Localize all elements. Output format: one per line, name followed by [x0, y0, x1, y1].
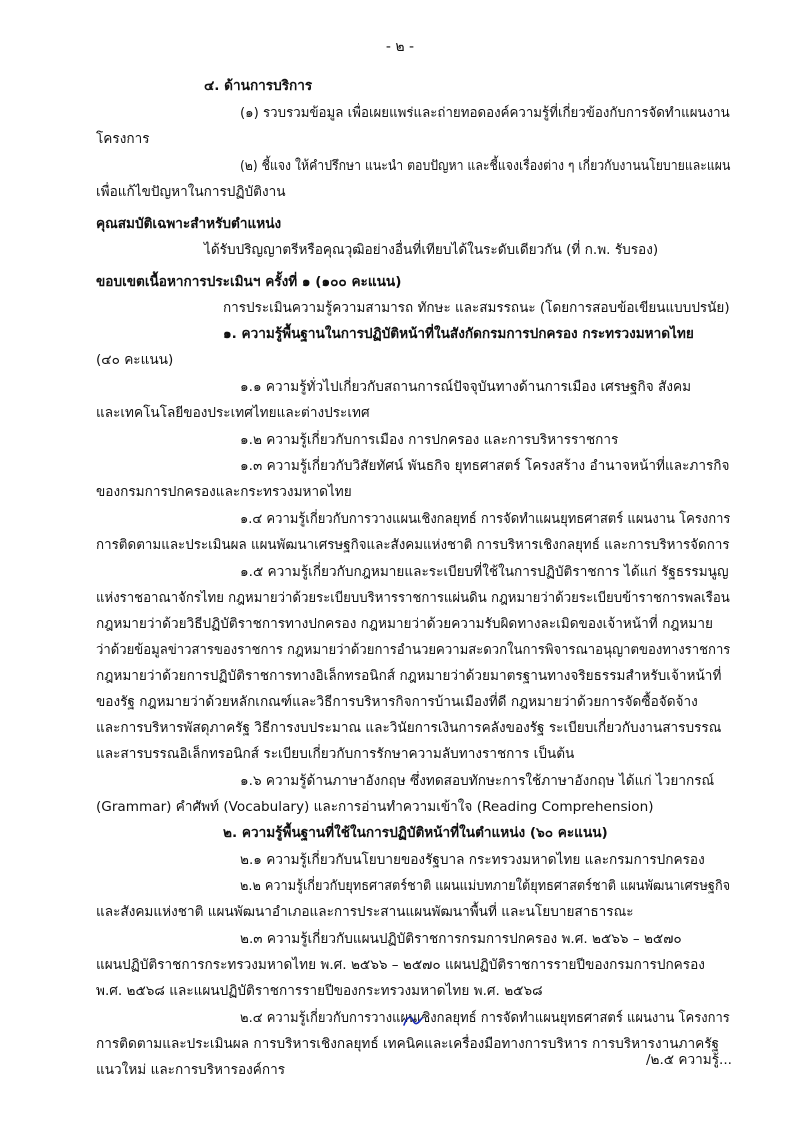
text-line: ๑.๒ ความรู้เกี่ยวกับการเมือง การปกครอง และการบริหารราชการ [240, 432, 619, 448]
page-number: - ๒ - [385, 39, 415, 55]
text-line: ๑.๖ ความรู้ด้านภาษาอังกฤษ ซึ่งทดสอบทักษะการใช้ภาษาอังกฤษ ได้แก่ ไวยากรณ์ [240, 773, 715, 789]
text-line: ๑.๓ ความรู้เกี่ยวกับวิสัยทัศน์ พันธกิจ ยุทธศาสตร์ โครงสร้าง อำนาจหน้าที่และภารกิจ [240, 458, 730, 474]
text-line: และการบริหารพัสดุภาครัฐ วิธีการงบประมาณ และวินัยการเงินการคลังของรัฐ ระเบียบเกี่ยวกับงานสารบรรณ [96, 720, 722, 736]
heading-qualifications: คุณสมบัติเฉพาะสำหรับตำแหน่ง [96, 216, 282, 232]
heading-section-2: ๒. ความรู้พื้นฐานที่ใช้ในการปฏิบัติหน้าที่ในตำแหน่ง (๖๐ คะแนน) [223, 825, 608, 841]
text-line: โครงการ [96, 131, 150, 147]
heading-service: ๔. ด้านการบริการ [204, 78, 313, 94]
text-line: และสารบรรณอิเล็กทรอนิกส์ ระเบียบเกี่ยวกับการรักษาความลับทางราชการ เป็นต้น [96, 746, 575, 762]
text-line: กฎหมายว่าด้วยวิธีปฏิบัติราชการทางปกครอง กฎหมายว่าด้วยความรับผิดทางละเมิดของเจ้าหน้าที่ กฎหมาย [96, 616, 713, 632]
text-line: การติดตามและประเมินผล การบริหารเชิงกลยุทธ์ เทคนิคและเครื่องมือทางการบริหาร การบริหารงานภาครัฐ [96, 1036, 720, 1052]
heading-section-1: ๑. ความรู้พื้นฐานในการปฏิบัติหน้าที่ในสังกัดกรมการปกครอง กระทรวงมหาดไทย [223, 326, 694, 342]
text-line: ๒.๒ ความรู้เกี่ยวกับยุทธศาสตร์ชาติ แผนแม่บทภายใต้ยุทธศาสตร์ชาติ แผนพัฒนาเศรษฐกิจ [240, 878, 731, 894]
text-line: แห่งราชอาณาจักรไทย กฎหมายว่าด้วยระเบียบบริหารราชการแผ่นดิน กฎหมายว่าด้วยระเบียบข้าราชการพลเรือน [96, 590, 730, 606]
text-line: พ.ศ. ๒๕๖๘ และแผนปฏิบัติราชการรายปีของกระทรวงมหาดไทย พ.ศ. ๒๕๖๘ [96, 983, 543, 999]
text-line: ได้รับปริญญาตรีหรือคุณวุฒิอย่างอื่นที่เทียบได้ในระดับเดียวกัน (ที่ ก.พ. รับรอง) [204, 242, 659, 258]
text-line: ๒.๑ ความรู้เกี่ยวกับนโยบายของรัฐบาล กระทรวงมหาดไทย และกรมการปกครอง [240, 852, 705, 868]
text-line: เพื่อแก้ไขปัญหาในการปฏิบัติงาน [96, 184, 286, 200]
text-line: (๒) ชี้แจง ให้คำปรึกษา แนะนำ ตอบปัญหา และชี้แจงเรื่องต่าง ๆ เกี่ยวกับงานนโยบายและแผน [240, 158, 731, 174]
text-line: ๒.๓ ความรู้เกี่ยวกับแผนปฏิบัติราชการกรมการปกครอง พ.ศ. ๒๕๖๖ – ๒๕๗๐ [240, 931, 682, 947]
text-line: แผนปฏิบัติราชการกระทรวงมหาดไทย พ.ศ. ๒๕๖๖ – ๒๕๗๐ แผนปฏิบัติราชการรายปีของกรมการปกครอง [96, 957, 705, 973]
text-line: ว่าด้วยข้อมูลข่าวสารของราชการ กฎหมายว่าด้วยการอำนวยความสะดวกในการพิจารณาอนุญาตของทางราชการ [96, 642, 731, 658]
text-line: การประเมินความรู้ความสามารถ ทักษะ และสมรรถนะ (โดยการสอบข้อเขียนแบบปรนัย) [223, 300, 730, 316]
text-line: และสังคมแห่งชาติ แผนพัฒนาอำเภอและการประสานแผนพัฒนาพื้นที่ และนโยบายสาธารณะ [96, 904, 634, 920]
text-line: ของกรมการปกครองและกระทรวงมหาดไทย [96, 484, 352, 500]
initials-signature-icon [398, 1010, 428, 1032]
text-line: และเทคโนโลยีของประเทศไทยและต่างประเทศ [96, 405, 370, 421]
text-line: ของรัฐ กฎหมายว่าด้วยหลักเกณฑ์และวิธีการบริหารกิจการบ้านเมืองที่ดี กฎหมายว่าด้วยการจัดซื้อจัดจ้าง [96, 694, 698, 710]
text-line: ๑.๔ ความรู้เกี่ยวกับการวางแผนเชิงกลยุทธ์ การจัดทำแผนยุทธศาสตร์ แผนงาน โครงการ [240, 511, 731, 527]
text-line: แนวใหม่ และการบริหารองค์การ [96, 1062, 286, 1078]
text-line: (๔๐ คะแนน) [96, 352, 174, 368]
text-line: ๒.๔ ความรู้เกี่ยวกับการวางแผนเชิงกลยุทธ์ การจัดทำแผนยุทธศาสตร์ แผนงาน โครงการ [240, 1010, 730, 1026]
text-line: ๑.๕ ความรู้เกี่ยวกับกฎหมายและระเบียบที่ใช้ในการปฏิบัติราชการ ได้แก่ รัฐธรรมนูญ [240, 564, 729, 580]
text-line: กฎหมายว่าด้วยการปฏิบัติราชการทางอิเล็กทรอนิกส์ กฎหมายว่าด้วยมาตรฐานทางจริยธรรมสำหรับเจ้าหน้าที่ [96, 668, 722, 684]
text-line: การติดตามและประเมินผล แผนพัฒนาเศรษฐกิจและสังคมแห่งชาติ การบริหารเชิงกลยุทธ์ และการบริหารจัดการ [96, 537, 730, 553]
continuation-footer: /๒.๕ ความรู้... [645, 1052, 732, 1068]
heading-assessment-scope: ขอบเขตเนื้อหาการประเมินฯ ครั้งที่ ๑ (๑๐๐ คะแนน) [96, 274, 402, 290]
text-line: (Grammar) คำศัพท์ (Vocabulary) และการอ่านทำความเข้าใจ (Reading Comprehension) [96, 799, 654, 815]
text-line: ๑.๑ ความรู้ทั่วไปเกี่ยวกับสถานการณ์ปัจจุบันทางด้านการเมือง เศรษฐกิจ สังคม [240, 379, 692, 395]
text-line: (๑) รวบรวมข้อมูล เพื่อเผยแพร่และถ่ายทอดองค์ความรู้ที่เกี่ยวข้องกับการจัดทำแผนงาน [240, 105, 730, 121]
